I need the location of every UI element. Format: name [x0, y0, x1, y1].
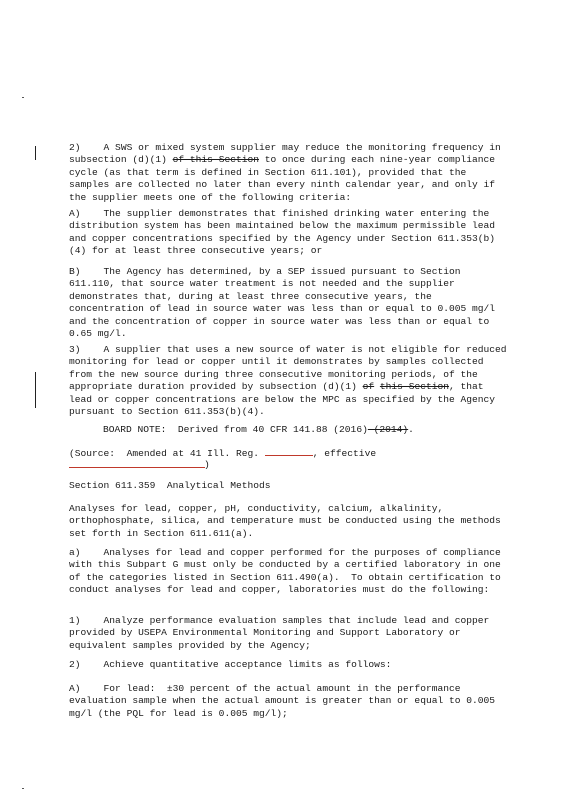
paragraph-2a: A) The supplier demonstrates that finished drinking water entering the distribution system has been maintained below the maximum permissible lead and copper concentrations specified by the Agency under Section 611.353(b)(4) for at least three consecutive years; or: [69, 208, 501, 257]
deleted-text: of: [362, 381, 375, 393]
revision-bar: [35, 146, 36, 160]
source-note-close: ): [204, 459, 210, 470]
paragraph-a2: 2) Achieve quantitative acceptance limits as follows:: [69, 659, 392, 670]
revision-bar: [35, 372, 36, 408]
paragraph-a1: 1) Analyze performance evaluation samples that include lead and copper provided by USEPA Environmental Monitoring and Support Laboratory or equivalent samples provided by the Agency;: [69, 615, 496, 651]
paragraph-intro: Analyses for lead, copper, pH, conductivity, calcium, alkalinity, orthophosphate, silica, and temperature must be conducted using the methods set forth in Section 611.611(a).: [69, 503, 507, 539]
deleted-text: (2014): [367, 424, 409, 435]
text: (Source: Amended at 41 Ill. Reg.: [69, 448, 265, 459]
section-heading: Section 611.359 Analytical Methods: [69, 480, 271, 491]
text: .: [408, 424, 414, 435]
text: BOARD NOTE: Derived from 40 CFR 141.88 (2016): [103, 424, 368, 435]
paragraph-3: [69, 344, 513, 418]
text: , that lead or copper concentrations are below the MPC as specified by the Agency pursuant to Section 611.353(b)(4).: [69, 381, 501, 418]
board-note: [103, 424, 509, 436]
text: 3) A supplier that uses a new source of water is not eligible for reduced monitoring for lead or copper until it demonstrates by samples collected from the new source during three consecutive monitoring periods, of the appropriate duration provided by subsection (d)(1): [69, 344, 513, 393]
paragraph-2b: B) The Agency has determined, by a SEP issued pursuant to Section 611.110, that source water treatment is not needed and the supplier demonstrates that, during at least three consecutive years, the concentration of lead in source water was less than or equal to 0.005 mg/l and the concentration of copper in source water was less than or equal to 0.65 mg/l.: [69, 266, 501, 340]
text: , effective: [312, 448, 377, 459]
text: to once during each nine-year compliance cycle (as that term is defined in Section 611.101), provided that the samples are collected no later than every ninth calendar year, and only if the supplier meets one of the following criteria:: [69, 154, 501, 203]
source-note: [69, 447, 509, 460]
text: 2) A SWS or mixed system supplier may reduce the monitoring frequency in subsection (d)(1): [69, 142, 507, 166]
paragraph-a: a) Analyses for lead and copper performed for the purposes of compliance with this Subpart G must only be conducted by a certified laboratory in one of the categories listed in Section 611.490(a). To obtain certification to conduct analyses for lead and copper, laboratories must do the following:: [69, 547, 507, 596]
deleted-text: this Section: [379, 381, 449, 393]
scan-speck: [22, 788, 24, 789]
scan-speck: [22, 97, 24, 98]
blank-line: [69, 467, 205, 468]
blank-line: [265, 447, 313, 456]
paragraph-a2a: A) For lead: ±30 percent of the actual amount in the performance evaluation sample when the actual amount is greater than or equal to 0.005 mg/l (the PQL for lead is 0.005 mg/l);: [69, 683, 501, 719]
paragraph-2: [69, 142, 509, 204]
deleted-text: of this Section: [172, 154, 259, 166]
